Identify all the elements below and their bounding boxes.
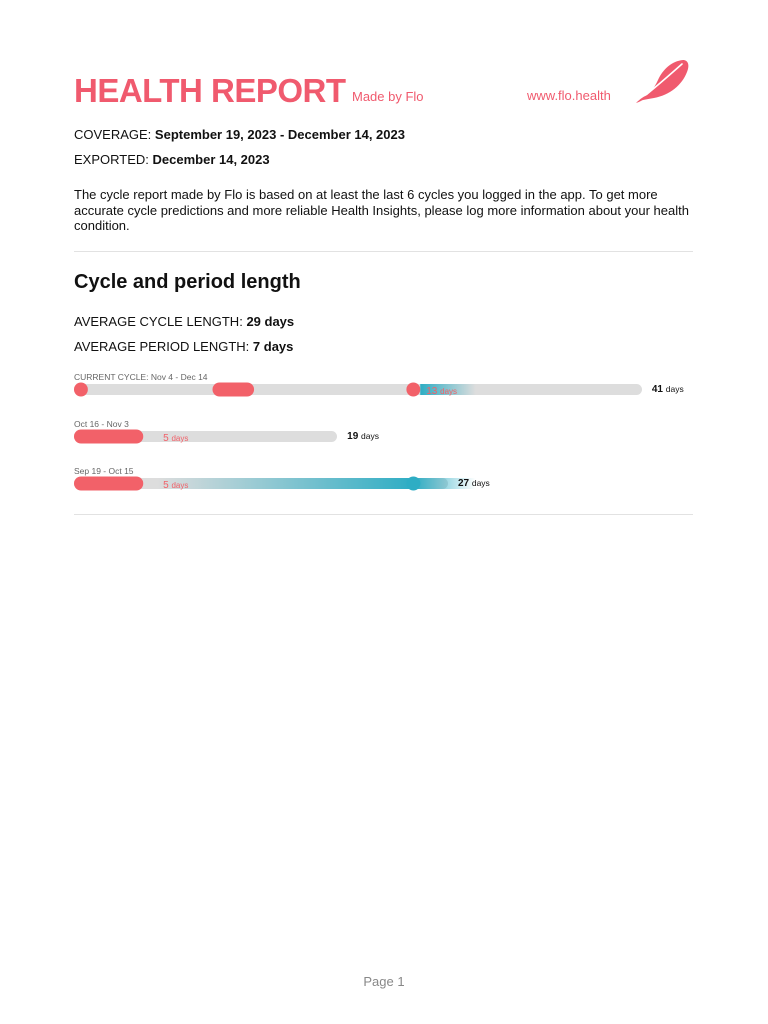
page-number: Page 1 [363,974,405,989]
cycle-day-marks [74,382,694,397]
period-day-mark [74,430,143,444]
avg-period-line [74,339,293,354]
avg-period-label: AVERAGE PERIOD LENGTH: [74,339,250,354]
period-count-unit: days [440,387,458,396]
avg-period-value: 7 days [252,339,294,354]
report-header [74,72,694,112]
exported-value: December 14, 2023 [152,152,270,167]
coverage-line [74,127,405,142]
period-count-unit: days [171,481,189,490]
period-count [426,386,457,397]
coverage-value: September 19, 2023 - December 14, 2023 [154,127,405,142]
cycle-label: Oct 16 - Nov 3 [74,419,129,429]
cycle-length-unit: days [361,431,380,441]
period-count-unit: days [171,434,189,443]
period-day-mark [74,477,143,491]
feather-icon [630,56,690,108]
ovulation-day-mark [406,477,420,491]
avg-cycle-label: AVERAGE CYCLE LENGTH: [74,314,243,329]
section-title: Cycle and period length [74,271,301,293]
cycle-row-sep [74,466,694,502]
cycle-label: CURRENT CYCLE: Nov 4 - Dec 14 [74,372,208,382]
divider-bottom [74,514,693,515]
cycle-length [458,478,490,489]
cycle-label: Sep 19 - Oct 15 [74,466,134,476]
coverage-label: COVERAGE: [74,127,152,142]
period-count-value: 13 [426,386,438,397]
period-day-mark [74,383,88,397]
cycle-length-value: 19 [347,431,359,442]
exported-line [74,152,270,167]
period-count [163,433,188,444]
period-day-mark [213,383,255,397]
period-day-mark [406,383,420,397]
cycle-length-value: 27 [457,478,470,489]
divider-top [74,251,693,252]
cycle-row-current [74,372,694,408]
cycle-length-value: 41 [651,384,663,395]
period-count-value: 5 [163,480,169,491]
exported-label: EXPORTED: [74,152,149,167]
cycle-length-unit: days [665,384,684,394]
avg-cycle-line [74,314,294,329]
cycle-length [347,431,379,442]
intro-paragraph: The cycle report made by Flo is based on at least the last 6 cycles you logged in the app. To get more accurate cycle predictions and more reliable Health Insights, please log more information about your health condition. [74,187,689,233]
cycle-length-unit: days [471,478,490,488]
made-by-label: Made by Flo [352,89,424,104]
cycle-length [652,384,684,395]
avg-cycle-value: 29 days [246,314,295,329]
report-title: HEALTH REPORT [74,72,346,109]
website-link[interactable]: www.flo.health [527,88,611,103]
period-count-value: 5 [163,433,169,444]
fertile-window [157,478,476,489]
period-count [163,480,188,491]
cycle-row-oct [74,419,694,455]
